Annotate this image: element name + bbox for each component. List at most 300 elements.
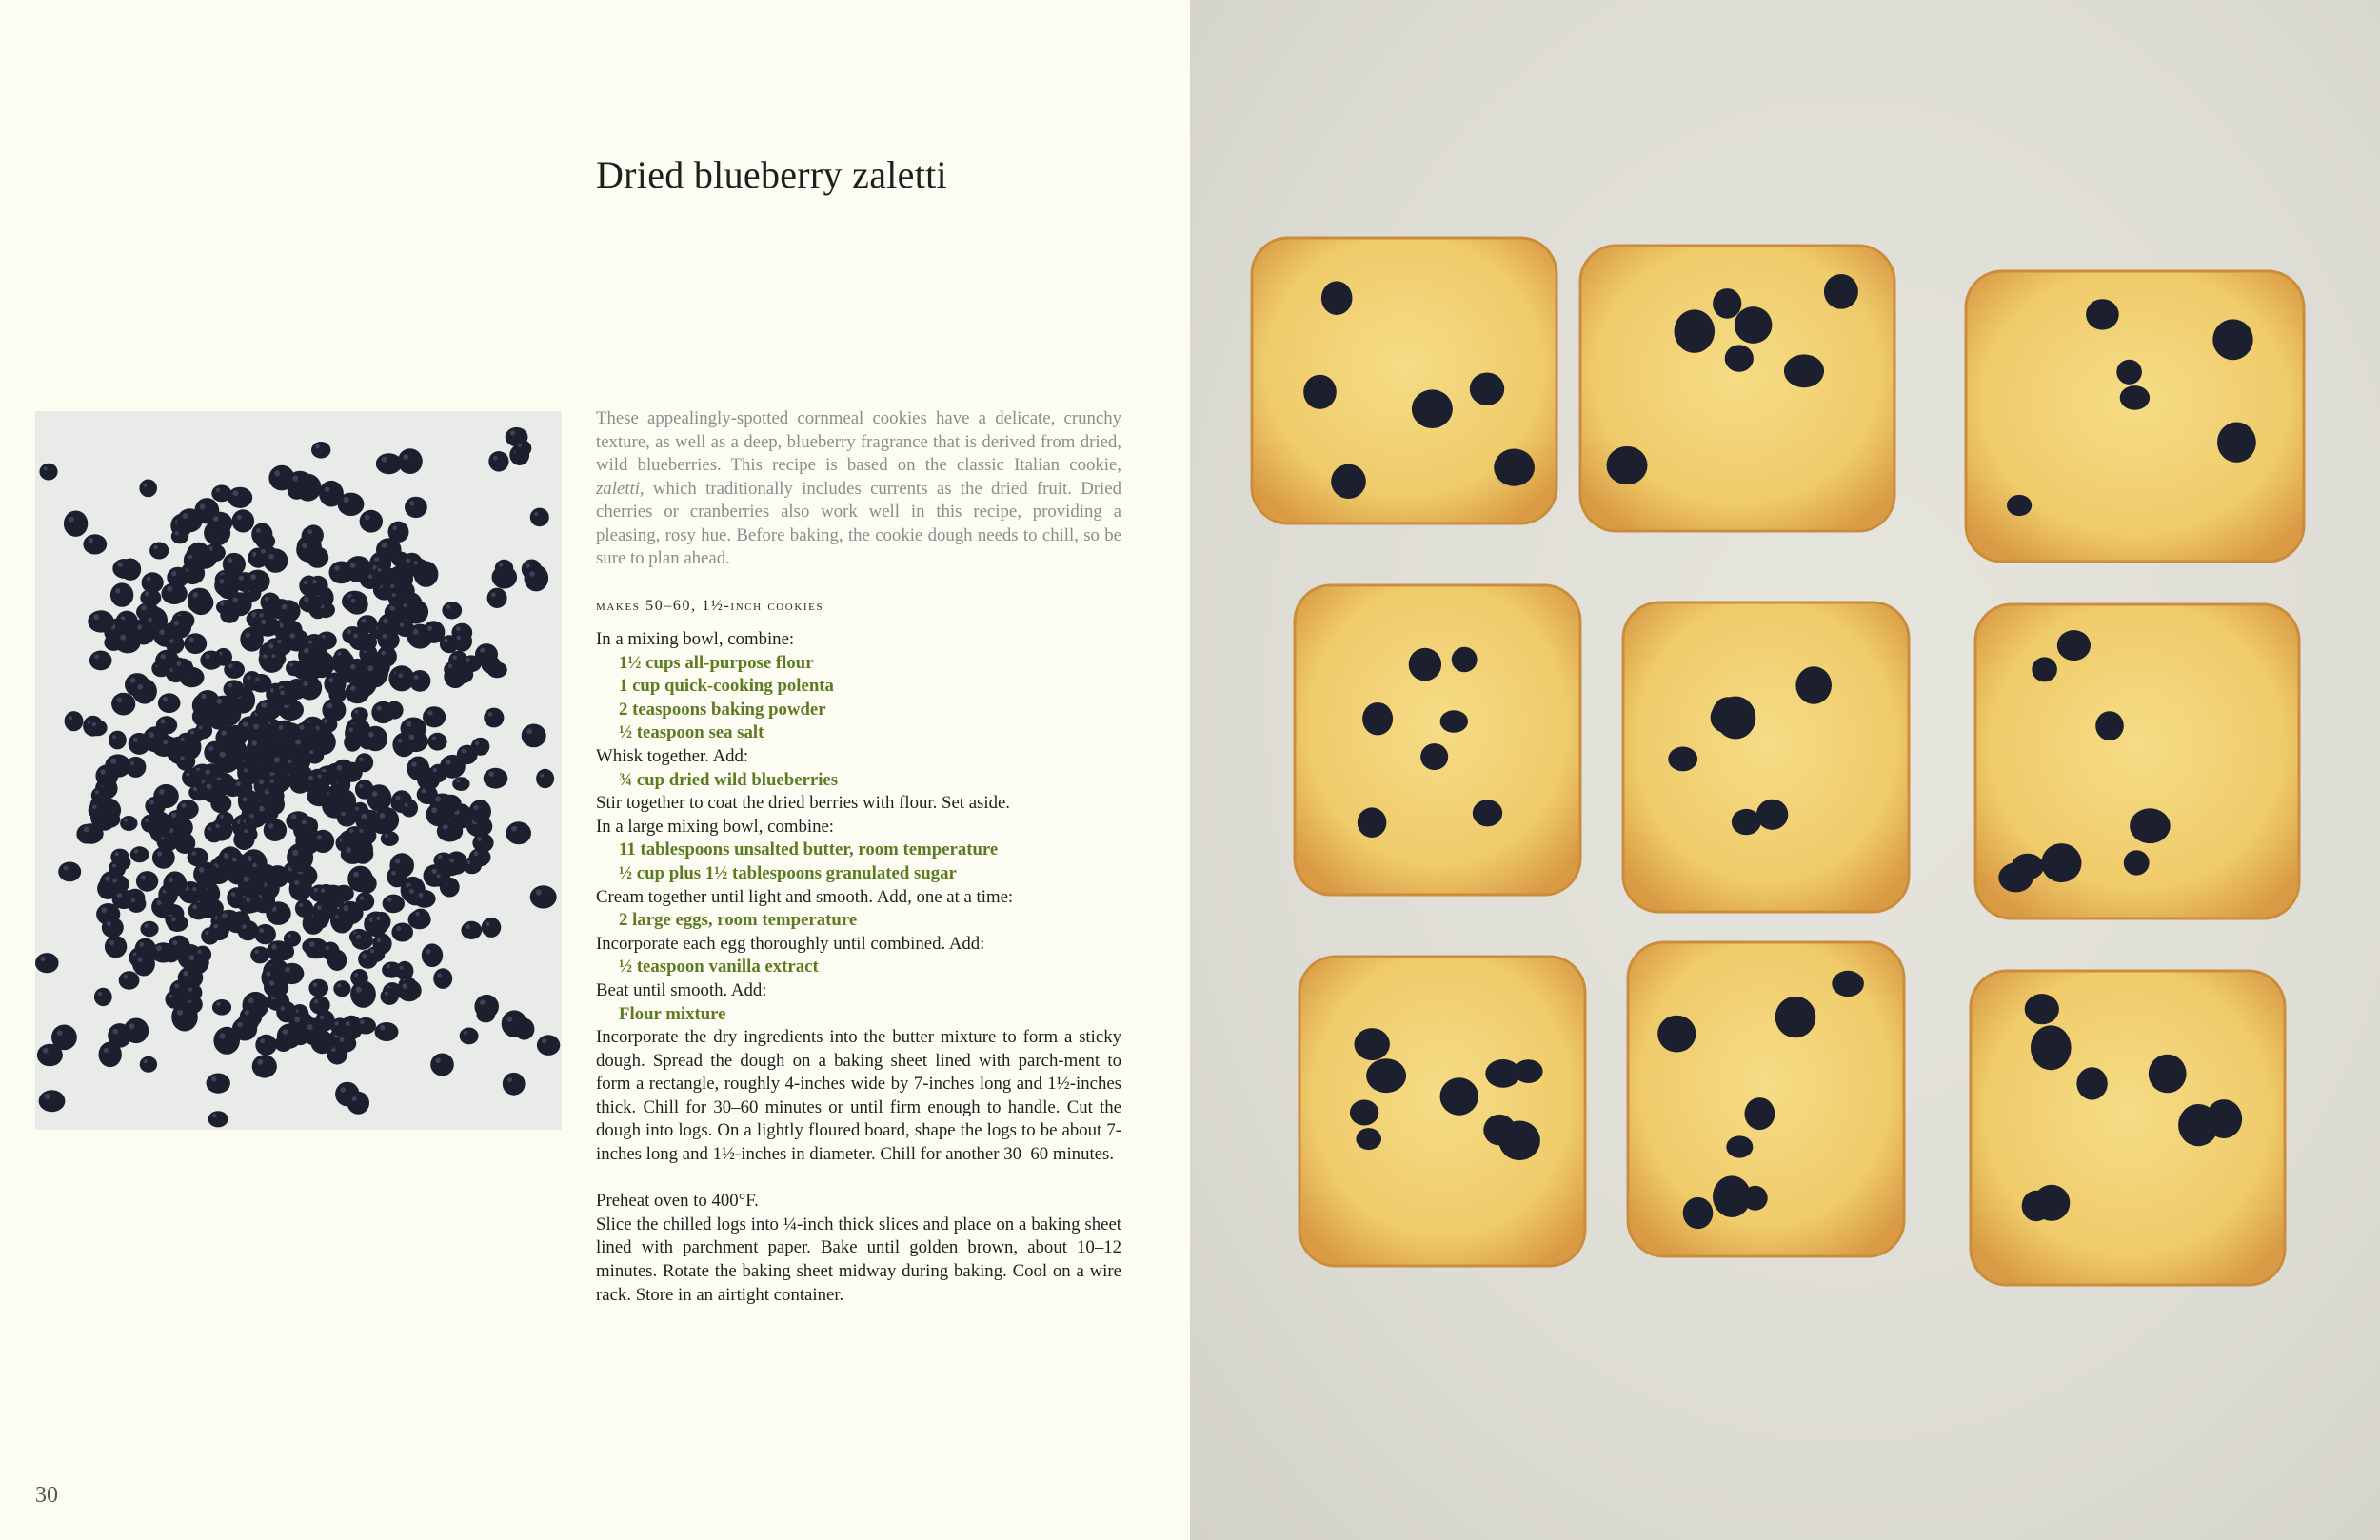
blueberry-highlight [349,829,353,833]
blueberry [241,895,263,913]
blueberry [334,648,351,664]
blueberry-highlight [529,571,535,577]
step-line: In a mixing bowl, combine: [596,629,795,649]
blueberry [474,995,499,1018]
blueberry [530,885,557,908]
cookie-blueberry [2120,385,2150,410]
blueberry [228,854,249,874]
blueberry-highlight [506,1017,512,1022]
blueberry [141,815,159,833]
cookie-blueberry [1824,274,1858,309]
blueberry [140,921,158,937]
cookie-blueberry [1832,971,1864,997]
zaletti-cookies-photo [1190,0,2380,1540]
blueberry-highlight [356,987,362,993]
blueberry-highlight [69,716,72,720]
blueberry-highlight [115,852,119,856]
blueberry-highlight [368,732,374,738]
blueberry-highlight [315,444,319,448]
blueberry-highlight [385,834,388,838]
blueberry-highlight [236,781,241,786]
blueberry-highlight [232,598,238,603]
blueberry-highlight [130,678,136,683]
blueberry-highlight [438,855,443,859]
blueberry [440,635,459,653]
step-line: Incorporate each egg thoroughly until combined. Add: [596,933,985,954]
blueberry [35,953,59,973]
blueberry-highlight [292,476,298,482]
blueberry [264,977,288,998]
blueberry-highlight [350,664,355,669]
blueberry [429,764,447,783]
blueberry-highlight [193,592,199,598]
blueberry [140,1056,157,1073]
blueberry [88,610,113,632]
blueberry [110,582,133,606]
blueberry [356,827,373,841]
blueberry-highlight [321,889,325,893]
blueberry-highlight [507,1077,512,1082]
blueberry [482,918,502,938]
blueberry-highlight [220,815,224,819]
blueberry-highlight [415,912,419,916]
blueberry [247,737,271,759]
blueberry-highlight [174,983,179,988]
blueberry-highlight [247,676,250,680]
blueberry [311,442,330,459]
blueberry [159,737,180,757]
blueberry-highlight [372,791,378,797]
cookie-blueberry [1732,809,1761,835]
blueberry-highlight [536,889,542,895]
blueberry [254,802,279,823]
blueberry-highlight [353,872,359,878]
blueberry [401,799,418,817]
blueberry-highlight [222,730,227,735]
blueberry-highlight [248,997,253,1003]
blueberry-highlight [294,880,299,885]
blueberry-highlight [208,746,213,751]
blueberry-highlight [110,759,116,764]
blueberry [360,510,383,533]
blueberry [411,909,430,926]
blueberry-highlight [189,637,194,642]
blueberry-highlight [174,621,179,625]
blueberry [287,471,313,495]
blueberry [284,754,303,775]
blueberry-highlight [409,889,414,894]
step-paragraph: Slice the chilled logs into ¼-inch thick slices and place on a baking sheet lined with parchment paper. Bake until golden brown, about 10–12 minutes. Rotate the baking sheet midway during baking. Cool on a wire rack. Store in an airtight container. [596,1214,1121,1305]
recipe-title: Dried blueberry zaletti [596,153,947,196]
blueberry [347,1092,369,1115]
blueberry-highlight [376,706,381,711]
blueberry-highlight [186,772,189,776]
blueberry [422,943,443,967]
blueberry [169,616,191,639]
blueberry-highlight [426,949,431,954]
cookie-blueberry [1485,1059,1520,1088]
blueberry-highlight [406,721,411,727]
blueberry-highlight [288,934,291,938]
cookie-blueberry [2057,630,2091,661]
blueberry-highlight [444,639,447,642]
blueberry-highlight [288,760,291,763]
blueberry [484,768,508,789]
blueberry-highlight [431,807,437,813]
blueberry-highlight [351,599,356,603]
cookie-blueberry [1716,697,1755,740]
blueberry-highlight [245,1010,249,1015]
blueberry-highlight [182,803,187,808]
blueberry-highlight [392,593,396,597]
blueberry-highlight [161,654,167,660]
blueberry-highlight [400,966,404,970]
blueberry [423,706,446,727]
blueberry-highlight [480,999,486,1005]
blueberry-highlight [180,756,184,760]
blueberry-highlight [84,827,89,833]
blueberry-highlight [337,765,343,771]
blueberry-highlight [183,971,188,977]
blueberry [64,511,88,537]
cookie-blueberry [1675,309,1716,352]
blueberry-highlight [334,565,340,571]
blueberry [289,876,312,898]
blueberry-highlight [216,699,222,704]
blueberry [216,812,233,827]
blueberry [427,733,446,751]
blueberry-highlight [367,665,373,671]
blueberry [311,830,334,853]
cookie-blueberry [1483,1115,1516,1146]
blueberry [237,920,258,940]
blueberry [223,553,246,576]
blueberry-highlight [376,917,380,920]
step-line: Stir together to coat the dried berries with flour. Set aside. [596,793,1010,814]
blueberry-highlight [94,654,99,659]
blueberry-highlight [289,663,293,667]
blueberry-highlight [280,690,285,695]
blueberry-highlight [360,897,364,900]
blueberry-highlight [159,789,165,795]
blueberry [58,862,81,882]
blueberry-highlight [304,581,307,584]
cookie-blueberry [1412,389,1453,428]
blueberry-highlight [269,980,275,986]
cookie-blueberry [1607,446,1648,484]
blueberry-highlight [453,656,458,661]
blueberry [298,676,322,700]
blueberry [89,801,109,819]
blueberry-highlight [274,470,280,476]
blueberry-highlight [350,563,356,568]
blueberry-highlight [395,859,401,864]
blueberry [364,571,384,589]
blueberry [150,942,175,962]
blueberry-highlight [387,898,392,902]
cookie-blueberry [2032,657,2057,681]
blueberry-highlight [303,681,308,687]
blueberry-highlight [147,577,151,582]
ingredient-line: 1½ cups all-purpose flour [619,652,814,673]
blueberry-highlight [95,790,99,794]
blueberry-highlight [224,853,229,859]
blueberry-highlight [265,597,269,602]
blueberry-highlight [169,639,173,642]
blueberry-highlight [153,545,157,549]
blueberry-highlight [381,651,386,656]
cookie-blueberry [1725,345,1754,371]
blueberry-highlight [309,750,313,754]
blueberry-highlight [448,664,453,669]
blueberry-highlight [268,554,274,560]
yield-line: makes 50–60, 1½-inch cookies [596,598,824,614]
blueberry [503,1073,526,1096]
blueberry-highlight [309,941,315,947]
blueberry-highlight [320,1016,324,1019]
blueberry-highlight [510,430,515,435]
blueberry-highlight [271,654,275,658]
blueberry [376,538,402,562]
blueberry [536,769,554,788]
blueberry-highlight [261,620,267,625]
blueberry [127,895,146,913]
blueberry [308,979,328,997]
blueberry [324,673,346,696]
blueberry-highlight [188,955,194,960]
blueberry-highlight [349,728,354,733]
blueberry [487,588,507,608]
blueberry [250,674,271,693]
blueberry [132,952,155,977]
blueberry-highlight [307,1024,313,1030]
blueberry [337,808,357,827]
blueberry [255,1035,277,1056]
blueberry-highlight [438,973,442,977]
blueberry-highlight [403,603,407,607]
blueberry-highlight [220,752,226,758]
blueberry-highlight [299,903,303,907]
blueberry-highlight [188,988,192,992]
blueberry-highlight [171,917,176,921]
blueberry [200,651,222,670]
cookie [1295,585,1580,895]
step-line: Preheat oven to 400°F. [596,1191,759,1212]
blueberry-highlight [282,604,288,610]
blueberry-highlight [474,851,479,856]
blueberry [88,720,107,736]
blueberry-highlight [237,515,242,520]
cookie-blueberry [2095,711,2124,740]
blueberry-highlight [328,678,333,682]
cookie [1623,602,1909,912]
blueberry [216,725,239,749]
blueberry-highlight [181,738,185,741]
blueberry-highlight [385,991,388,995]
dried-blueberries-image [35,411,562,1130]
blueberry-highlight [477,837,482,841]
blueberry-highlight [466,924,470,929]
blueberry-highlight [291,814,297,819]
blueberry-highlight [199,726,203,730]
blueberry-highlight [343,905,348,911]
blueberry [207,1074,230,1094]
blueberry-highlight [63,865,68,870]
blueberry [108,875,129,894]
cookie-blueberry [1756,800,1788,830]
blueberry-highlight [123,975,128,979]
cookie-blueberry [2217,423,2256,463]
blueberry-highlight [377,938,381,942]
blueberry-highlight [259,928,264,933]
blueberry-highlight [462,749,466,754]
blueberry [119,971,140,990]
blueberry [184,633,207,654]
blueberry [460,1028,479,1045]
blueberry [322,942,340,961]
blueberry [105,936,127,958]
blueberry [194,946,212,963]
blueberry-highlight [228,558,232,563]
cookie-blueberry [1657,1016,1696,1053]
blueberry-highlight [335,1021,339,1025]
cookie-blueberry [2007,495,2032,516]
blueberry-highlight [409,501,414,505]
blueberry-highlight [274,757,280,762]
blueberry-highlight [172,940,177,945]
blueberry-highlight [149,800,154,805]
blueberry-highlight [261,549,266,554]
cookie-blueberry [1470,373,1504,405]
blueberry-highlight [259,780,265,785]
blueberry-highlight [352,1096,357,1101]
blueberry-highlight [167,586,172,592]
blueberry [78,823,104,844]
blueberry-highlight [360,829,364,833]
blueberry-highlight [228,663,233,668]
blueberry-highlight [190,730,194,734]
blueberry [341,844,366,864]
cookie-blueberry [1355,1028,1390,1060]
blueberry-highlight [486,922,490,927]
blueberry [252,1055,277,1077]
blueberry [251,523,272,546]
ingredient-line: ½ teaspoon sea salt [619,722,764,743]
blueberry-highlight [518,444,522,447]
blueberry-highlight [355,710,359,714]
blueberry-highlight [246,898,250,902]
blueberry [396,620,414,637]
blueberry-highlight [475,741,479,745]
blueberry [322,699,346,721]
blueberry-highlight [268,643,273,648]
step-line: Cream together until light and smooth. Add, one at a time: [596,886,1014,907]
blueberry-highlight [200,503,206,509]
blueberry [530,508,549,527]
blueberry [525,564,549,591]
blueberry-highlight [257,1059,263,1065]
blueberry-highlight [183,513,188,519]
ingredient-line: Flour mixture [619,1003,726,1024]
blueberry [276,1001,296,1023]
intro-italic-zaletti: zaletti [596,478,640,499]
blueberry-highlight [57,1030,63,1036]
cookie-blueberry [2212,319,2252,360]
blueberry-highlight [295,740,301,745]
blueberry-highlight [175,531,179,535]
blueberry-highlight [382,543,387,548]
blueberry-highlight [390,584,394,588]
blueberry [444,661,464,678]
blueberry-highlight [239,576,244,581]
blueberry-highlight [350,686,356,692]
blueberry [167,915,188,932]
blueberry-highlight [129,1023,135,1029]
blueberry [409,670,431,692]
blueberry-highlight [271,944,276,949]
blueberry [404,731,428,752]
blueberry-highlight [192,887,196,891]
blueberry [314,772,332,787]
blueberry [287,843,313,872]
blueberry-highlight [326,946,329,950]
blueberry-highlight [205,654,209,659]
blueberry [296,538,322,563]
ingredient-line: 1 cup quick-cooking polenta [619,676,834,697]
blueberry [469,848,491,866]
blueberry [201,779,227,803]
cookie-blueberry [1713,1175,1751,1217]
cookie-blueberry [2076,1067,2107,1099]
blueberry-highlight [283,1029,288,1035]
blueberry-highlight [365,515,369,520]
blueberry-highlight [188,555,192,560]
blueberry [264,548,288,572]
blueberry [387,866,407,888]
blueberry-highlight [268,823,273,828]
blueberry-highlight [361,814,367,819]
blueberry [397,979,422,1001]
blueberry [224,680,245,698]
blueberry-highlight [243,721,248,727]
blueberry-highlight [244,829,248,833]
blueberry [317,884,336,904]
cookie-blueberry [2124,850,2150,875]
blueberry-highlight [354,973,358,977]
cookie-blueberry [1452,647,1478,673]
blueberry [381,988,399,1005]
blueberry-highlight [338,652,342,656]
blueberry-highlight [391,871,396,876]
cookie-blueberry [2041,843,2081,882]
blueberry-highlight [383,634,387,639]
cookie-blueberry [1668,747,1697,772]
ingredient-line: 11 tablespoons unsalted butter, room temperature [619,839,999,860]
cookie-blueberry [1775,997,1816,1037]
blueberry-highlight [488,712,493,717]
blueberry-highlight [145,924,149,928]
intro-text-1: These appealingly-spotted cornmeal cookies have a delicate, crunchy texture, as well as a deep, blueberry fragrance that is derived from dried, wild blueberries. This recipe is based on the classic Italian cookie, [596,408,1121,475]
cookie-blueberry [2208,1103,2241,1136]
blueberry-highlight [396,926,401,931]
blueberry-highlight [171,813,176,818]
blueberry-highlight [540,774,544,778]
blueberry-highlight [392,526,397,531]
blueberry [89,651,112,671]
ingredient-line: ½ teaspoon vanilla extract [619,957,819,977]
blueberry [188,588,211,611]
blueberry [39,464,57,481]
